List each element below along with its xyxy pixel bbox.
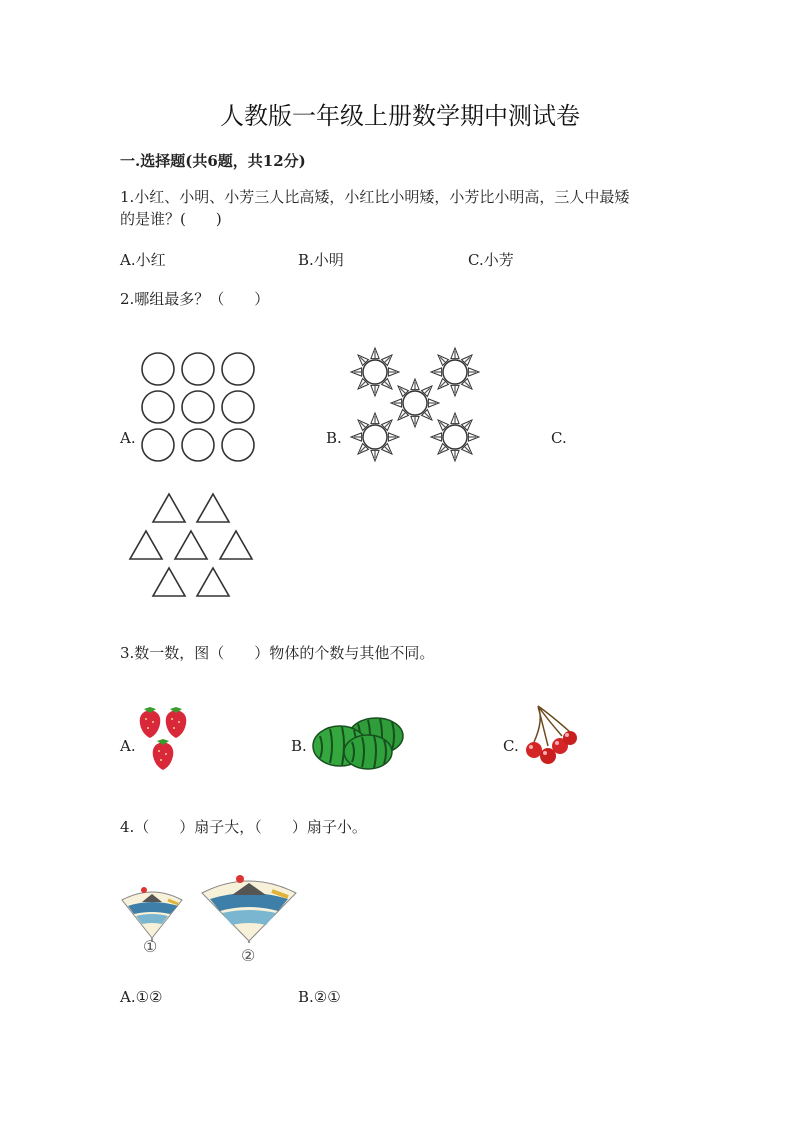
question-2: 2.哪组最多？（ ） [120, 290, 270, 308]
q1-option-c[interactable]: C.小芳 [468, 251, 514, 269]
circle-shape [222, 429, 254, 461]
sun-icon [351, 413, 399, 461]
strawberry-icon [166, 707, 187, 738]
triangle-shape [220, 531, 252, 559]
q2-option-c[interactable]: C. [551, 429, 567, 447]
strawberry-icon [153, 739, 174, 770]
q3-option-a[interactable]: A. [120, 737, 136, 755]
cherry-icon [563, 731, 577, 745]
seven-triangles-figure [128, 490, 258, 600]
q3-option-b[interactable]: B. [291, 737, 307, 755]
circle-shape [182, 353, 214, 385]
circle-shape [142, 353, 174, 385]
fan-label-2: ② [241, 946, 256, 965]
page-title: 人教版一年级上册数学期中测试卷 [220, 102, 580, 130]
sun-icon [431, 413, 479, 461]
triangle-shape [197, 494, 229, 522]
circle-shape [222, 353, 254, 385]
five-suns-figure [345, 345, 485, 460]
circle-shape [182, 391, 214, 423]
sun-icon [351, 348, 399, 396]
question-1-line-2: 的是谁？( ) [120, 210, 222, 228]
watermelon-icon [344, 735, 392, 769]
q3-option-c[interactable]: C. [503, 737, 519, 755]
question-3: 3.数一数，图（ ）物体的个数与其他不同。 [120, 644, 435, 662]
nine-circles-figure [140, 350, 270, 465]
circle-shape [222, 391, 254, 423]
circle-shape [182, 429, 214, 461]
circle-shape [142, 391, 174, 423]
section-heading: 一.选择题(共6题，共12分) [120, 152, 306, 170]
cherry-icon [526, 742, 542, 758]
triangle-shape [130, 531, 162, 559]
q1-option-b[interactable]: B.小明 [298, 251, 344, 269]
triangle-shape [175, 531, 207, 559]
sun-icon [391, 379, 439, 427]
watermelons-image [310, 712, 410, 772]
q1-option-a[interactable]: A.小红 [120, 251, 166, 269]
strawberry-icon [140, 707, 161, 738]
cherries-image [520, 704, 580, 774]
strawberries-image [136, 704, 196, 774]
q4-option-a[interactable]: A.①② [120, 988, 163, 1006]
question-1-line-1: 1.小红、小明、小芳三人比高矮，小红比小明矮，小芳比小明高，三人中最矮 [120, 188, 630, 206]
triangle-shape [153, 568, 185, 596]
question-4: 4.（ ）扇子大，（ ）扇子小。 [120, 818, 367, 836]
q2-option-a[interactable]: A. [120, 429, 136, 447]
q4-option-b[interactable]: B.②① [298, 988, 341, 1006]
triangle-shape [153, 494, 185, 522]
fan-label-1: ① [143, 937, 158, 956]
small-fan-image [120, 886, 184, 942]
circle-shape [142, 429, 174, 461]
triangle-shape [197, 568, 229, 596]
large-fan-image [200, 873, 298, 943]
question-1 [120, 186, 629, 230]
sun-icon [431, 348, 479, 396]
q2-option-b[interactable]: B. [326, 429, 342, 447]
